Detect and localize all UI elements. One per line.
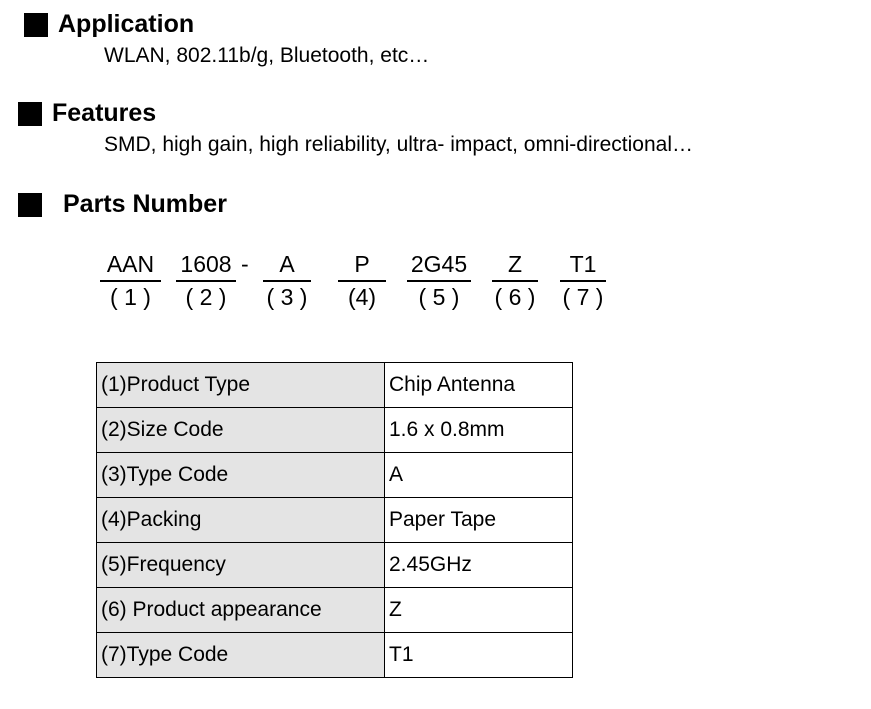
- part-segment-5: [407, 253, 471, 309]
- square-bullet-icon: [24, 13, 48, 37]
- parts-number-table: [96, 362, 573, 678]
- square-bullet-icon: [18, 193, 42, 217]
- table-row: [97, 363, 573, 408]
- part-code: P: [338, 253, 386, 282]
- part-index: ( 2 ): [185, 284, 227, 310]
- table-cell-label: (2)Size Code: [97, 408, 385, 453]
- part-index: ( 5 ): [418, 284, 460, 310]
- square-bullet-icon: [18, 102, 42, 126]
- table-row: [97, 498, 573, 543]
- table-row: [97, 588, 573, 633]
- table-cell-label: (6) Product appearance: [97, 588, 385, 633]
- part-code: T1: [560, 253, 606, 282]
- table-cell-label: (4)Packing: [97, 498, 385, 543]
- part-segment-2: [176, 253, 236, 309]
- table-cell-value: T1: [385, 633, 573, 678]
- table-cell-value: Chip Antenna: [385, 363, 573, 408]
- part-segment-1: [100, 253, 161, 309]
- part-segment-3: [263, 253, 311, 309]
- features-text: SMD, high gain, high reliability, ultra- impact, omni-directional…: [104, 133, 694, 156]
- table-cell-label: (3)Type Code: [97, 453, 385, 498]
- parts-number-title: Parts Number: [63, 190, 227, 218]
- application-text: WLAN, 802.11b/g, Bluetooth, etc…: [104, 44, 430, 67]
- table-cell-value: A: [385, 453, 573, 498]
- features-title: Features: [52, 99, 157, 127]
- table-cell-value: 2.45GHz: [385, 543, 573, 588]
- part-segment-7: [560, 253, 606, 309]
- table-cell-label: (1)Product Type: [97, 363, 385, 408]
- table-cell-value: Z: [385, 588, 573, 633]
- part-index: (4): [347, 284, 377, 310]
- table-row: [97, 453, 573, 498]
- table-cell-label: (7)Type Code: [97, 633, 385, 678]
- part-code: 2G45: [407, 253, 471, 282]
- table-row: [97, 408, 573, 453]
- part-code: AAN: [100, 253, 161, 282]
- part-index: ( 7 ): [562, 284, 604, 310]
- table-cell-value: Paper Tape: [385, 498, 573, 543]
- part-index: ( 1 ): [110, 284, 151, 310]
- part-dash: -: [241, 251, 249, 277]
- part-index: ( 6 ): [494, 284, 536, 310]
- part-code: Z: [492, 253, 538, 282]
- part-segment-6: [492, 253, 538, 309]
- part-segment-4: [338, 253, 386, 309]
- part-code: A: [263, 253, 311, 282]
- table-row: [97, 633, 573, 678]
- table-cell-label: (5)Frequency: [97, 543, 385, 588]
- part-index: ( 3 ): [266, 284, 308, 310]
- features-heading: [18, 99, 156, 128]
- parts-number-heading: [18, 190, 227, 219]
- part-code: 1608: [176, 253, 236, 282]
- application-heading: [24, 10, 194, 39]
- table-row: [97, 543, 573, 588]
- table-cell-value: 1.6 x 0.8mm: [385, 408, 573, 453]
- application-title: Application: [58, 10, 195, 38]
